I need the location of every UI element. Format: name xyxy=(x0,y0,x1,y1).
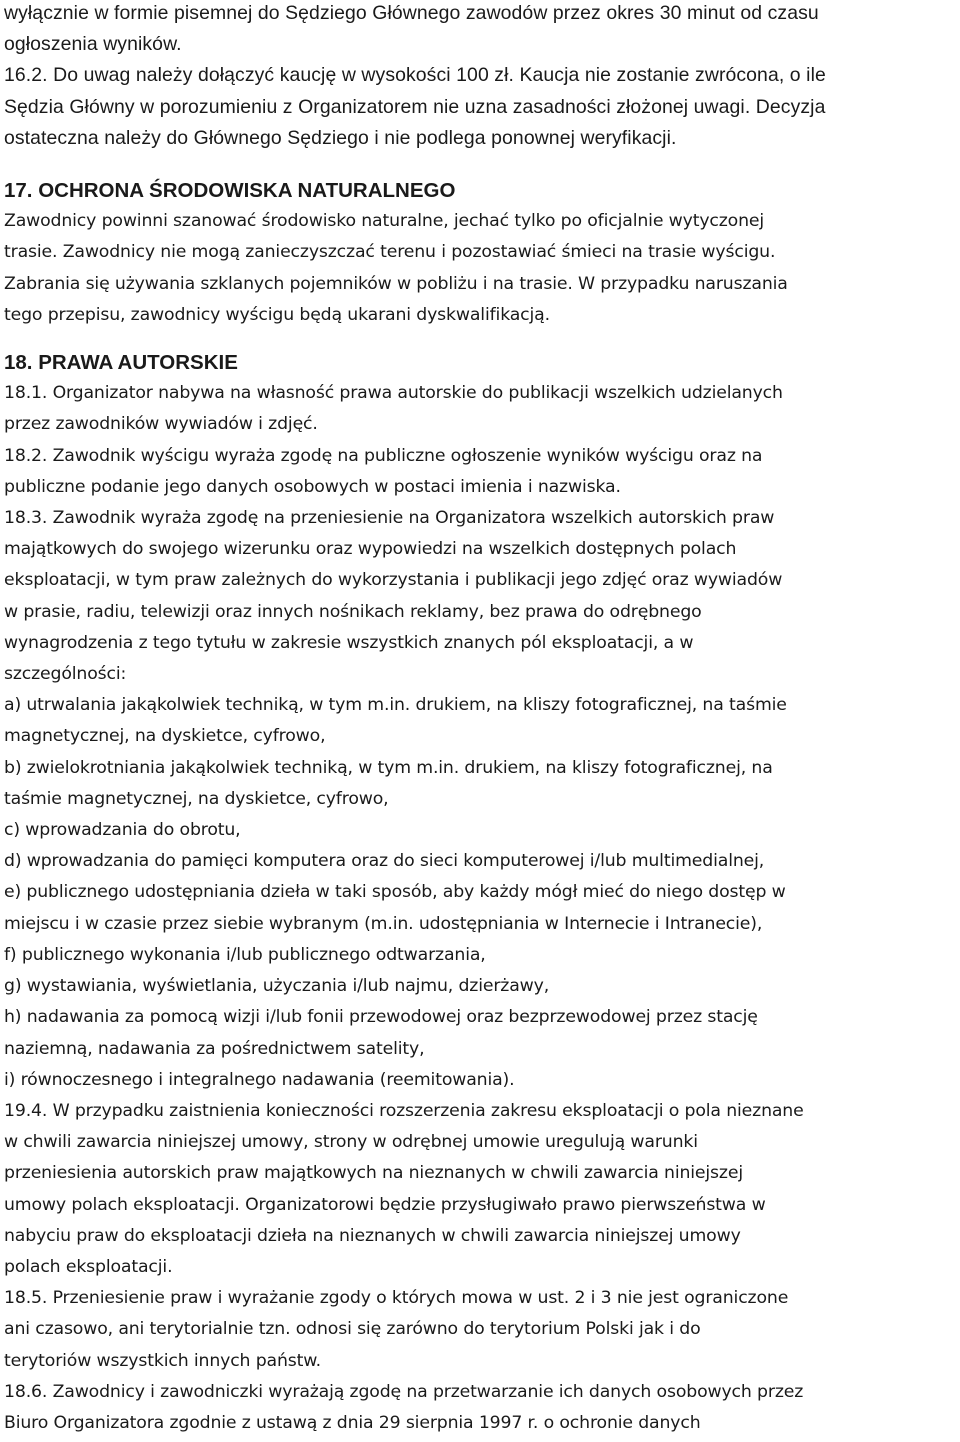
text-line: majątkowych do swojego wizerunku oraz wypowiedzi na wszelkich dostępnych polach xyxy=(4,539,737,560)
text-line: 18.3. Zawodnik wyraża zgodę na przeniesienie na Organizatora wszelkich autorskich praw xyxy=(4,508,775,529)
text-line: trasie. Zawodnicy nie mogą zanieczyszczać terenu i pozostawiać śmieci na trasie wyścigu. xyxy=(4,242,776,263)
text-line: wyłącznie w formie pisemnej do Sędziego Głównego zawodów przez okres 30 minut od czasu xyxy=(4,2,819,24)
text-line: d) wprowadzania do pamięci komputera oraz do sieci komputerowej i/lub multimedialnej, xyxy=(4,851,765,872)
text-line: polach eksploatacji. xyxy=(4,1256,173,1277)
text-line: f) publicznego wykonania i/lub publicznego odtwarzania, xyxy=(4,944,486,965)
text-line: i) równoczesnego i integralnego nadawania (reemitowania). xyxy=(4,1069,515,1090)
text-line: wynagrodzenia z tego tytułu w zakresie wszystkich znanych pól eksploatacji, a w xyxy=(4,632,694,653)
section-16-continuation xyxy=(4,0,956,154)
document-page xyxy=(4,0,956,1439)
text-line: ogłoszenia wyników. xyxy=(4,33,182,56)
text-line: c) wprowadzania do obrotu, xyxy=(4,820,241,841)
text-line: taśmie magnetycznej, na dyskietce, cyfrowo, xyxy=(4,788,389,809)
text-line: b) zwielokrotniania jakąkolwiek techniką, w tym m.in. drukiem, na kliszy fotograficznej, na xyxy=(4,757,773,778)
text-line: umowy polach eksploatacji. Organizatorowi będzie przysługiwało prawo pierwszeństwa w xyxy=(4,1194,766,1215)
text-line: h) nadawania za pomocą wizji i/lub fonii przewodowej oraz bezprzewodowej przez stację xyxy=(4,1007,758,1028)
text-line: w chwili zawarcia niniejszej umowy, strony w odrębnej umowie uregulują warunki xyxy=(4,1132,698,1153)
text-line: Zabrania się używania szklanych pojemników w pobliżu i na trasie. W przypadku naruszania xyxy=(4,273,788,294)
text-line: eksploatacji, w tym praw zależnych do wykorzystania i publikacji jego zdjęć oraz wywiadów xyxy=(4,570,783,591)
text-line: e) publicznego udostępniania dzieła w taki sposób, aby każdy mógł mieć do niego dostęp w xyxy=(4,882,786,903)
text-line: ostateczna należy do Głównego Sędziego i nie podlega ponownej weryfikacji. xyxy=(4,126,677,149)
text-line: nabyciu praw do eksploatacji dzieła na nieznanych w chwili zawarcia niniejszej umowy xyxy=(4,1225,741,1246)
text-line: Sędzia Główny w porozumieniu z Organizatorem nie uzna zasadności złożonej uwagi. Decyzja xyxy=(4,95,826,118)
text-line: miejscu i w czasie przez siebie wybranym (m.in. udostępniania w Internecie i Intranecie), xyxy=(4,913,763,934)
text-line: publiczne podanie jego danych osobowych w postaci imienia i nazwiska. xyxy=(4,476,621,497)
text-line: 18.6. Zawodnicy i zawodniczki wyrażają zgodę na przetwarzanie ich danych osobowych przez xyxy=(4,1381,804,1402)
text-line: a) utrwalania jakąkolwiek techniką, w tym m.in. drukiem, na kliszy fotograficznej, na taśmie xyxy=(4,695,787,716)
section-heading: 18. PRAWA AUTORSKIE xyxy=(4,351,238,375)
section-17 xyxy=(4,175,956,331)
text-line: 18.5. Przeniesienie praw i wyrażanie zgody o których mowa w ust. 2 i 3 nie jest ograniczone xyxy=(4,1288,789,1309)
text-line: 19.4. W przypadku zaistnienia konieczności rozszerzenia zakresu eksploatacji o pola nieznane xyxy=(4,1100,804,1121)
section-heading: 17. OCHRONA ŚRODOWISKA NATURALNEGO xyxy=(4,179,456,203)
text-line: w prasie, radiu, telewizji oraz innych nośnikach reklamy, bez prawa do odrębnego xyxy=(4,601,702,622)
text-line: magnetycznej, na dyskietce, cyfrowo, xyxy=(4,726,326,747)
text-line: 18.2. Zawodnik wyścigu wyraża zgodę na publiczne ogłoszenie wyników wyścigu oraz na xyxy=(4,445,763,466)
text-line: 16.2. Do uwag należy dołączyć kaucję w wysokości 100 zł. Kaucja nie zostanie zwrócona, o ile xyxy=(4,64,826,87)
text-line: ani czasowo, ani terytorialnie tzn. odnosi się zarówno do terytorium Polski jak i do xyxy=(4,1319,701,1340)
text-line: Zawodnicy powinni szanować środowisko naturalne, jechać tylko po oficjalnie wytyczonej xyxy=(4,211,765,232)
text-line: Biuro Organizatora zgodnie z ustawą z dnia 29 sierpnia 1997 r. o ochronie danych xyxy=(4,1412,701,1433)
text-line: tego przepisu, zawodnicy wyścigu będą ukarani dyskwalifikacją. xyxy=(4,304,550,325)
text-line: g) wystawiania, wyświetlania, użyczania i/lub najmu, dzierżawy, xyxy=(4,976,550,997)
text-line: naziemną, nadawania za pośrednictwem satelity, xyxy=(4,1038,425,1059)
text-line: terytoriów wszystkich innych państw. xyxy=(4,1350,321,1371)
text-line: szczególności: xyxy=(4,664,127,685)
text-line: przez zawodników wywiadów i zdjęć. xyxy=(4,414,318,435)
section-18 xyxy=(4,347,956,1439)
text-line: przeniesienia autorskich praw majątkowych na nieznanych w chwili zawarcia niniejszej xyxy=(4,1163,743,1184)
text-line: 18.1. Organizator nabywa na własność prawa autorskie do publikacji wszelkich udzielanych xyxy=(4,383,783,404)
